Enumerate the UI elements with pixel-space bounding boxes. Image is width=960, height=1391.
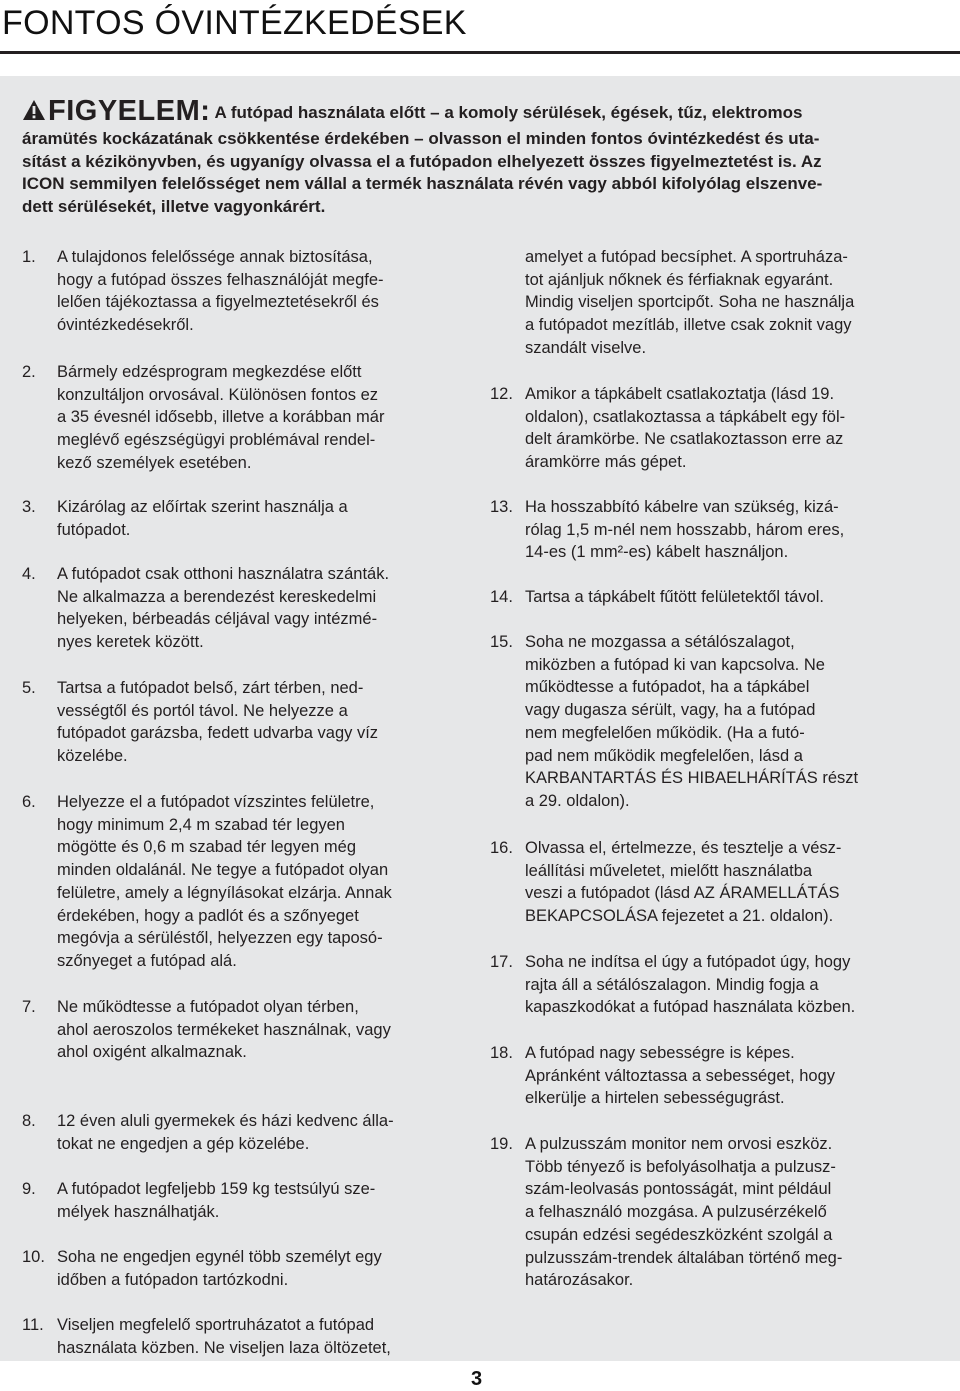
item-line: elkerülje a hirtelen sebességugrást.: [525, 1089, 785, 1108]
item-line: szőnyeget a futópad alá.: [57, 951, 237, 970]
item-number: 6.: [22, 793, 36, 811]
item-number: 14.: [490, 588, 513, 606]
item-text: [57, 791, 462, 973]
item-line: Helyezze el a futópadot vízszintes felületre,: [57, 793, 375, 811]
item-line: Több tényező is befolyásolhatja a pulzusz-: [525, 1157, 836, 1176]
page-title: FONTOS ÓVINTÉZKEDÉSEK: [2, 4, 467, 42]
item-number: 18.: [490, 1044, 513, 1062]
item-number: 1.: [22, 248, 36, 266]
item-line: mögötte és 0,6 m szabad tér legyen még: [57, 838, 356, 857]
item-text: [57, 246, 462, 337]
item-text: [57, 677, 462, 768]
item-number: 9.: [22, 1180, 36, 1198]
warning-line: ICON semmilyen felelősséget nem vállal a termék használata révén vagy abból kifolyólag elszenve-: [22, 174, 823, 193]
item-line: rólag 1,5 m-nél nem hosszabb, három eres,: [525, 520, 845, 539]
item-text: [525, 1042, 930, 1110]
item-number: 8.: [22, 1112, 36, 1130]
item-line: hogy minimum 2,4 m szabad tér legyen: [57, 815, 345, 834]
list-item: [22, 791, 462, 973]
item-line: minden oldalánál. Ne tegye a futópadot olyan: [57, 861, 389, 880]
item-number: 15.: [490, 633, 513, 651]
item-line: ahol aeroszolos termékeket használnak, vagy: [57, 1020, 391, 1039]
item-line: érdekében, hogy a padlót és a szőnyeget: [57, 906, 359, 925]
list-item: [490, 1133, 930, 1292]
item-text: [57, 563, 462, 654]
item-line: nem megfelelően működik. (Ha a futó-: [525, 723, 805, 742]
item-line: csupán edzési segédeszközként szolgál a: [525, 1225, 833, 1244]
list-item: [490, 246, 930, 360]
list-item: [22, 1110, 462, 1155]
list-item: [490, 951, 930, 1019]
list-item: [22, 1246, 462, 1291]
list-item: [22, 361, 462, 475]
item-line: Ha hosszabbító kábelre van szükség, kizá-: [525, 498, 839, 516]
list-item: [490, 1042, 930, 1110]
item-line: óvintézkedésekről.: [57, 316, 194, 335]
item-number: 16.: [490, 839, 513, 857]
item-line: megóvja a sérüléstől, helyezzen egy taposó-: [57, 929, 383, 948]
item-line: tot ajánljuk nőknek és férfiaknak egyaránt.: [525, 270, 834, 289]
list-item: [490, 837, 930, 928]
item-line: delt áramkörbe. Ne csatlakoztasson erre az: [525, 430, 844, 449]
item-number: 4.: [22, 565, 36, 583]
item-line: Kizárólag az előírtak szerint használja a: [57, 498, 348, 516]
item-line: amelyet a futópad becsíphet. A sportruháza-: [525, 248, 848, 266]
item-line: A pulzusszám monitor nem orvosi eszköz.: [525, 1135, 833, 1153]
item-line: szandált viselve.: [525, 338, 647, 357]
item-line: pad nem működik megfelelően, lásd a: [525, 746, 803, 765]
item-line: ahol oxigént alkalmaznak.: [57, 1043, 247, 1062]
item-line: KARBANTARTÁS ÉS HIBAELHÁRÍTÁS részt: [525, 769, 859, 788]
item-number: 17.: [490, 953, 513, 971]
item-text: [57, 361, 462, 475]
item-line: mélyek használhatják.: [57, 1202, 220, 1221]
item-line: futópadot garázsba, fedett udvarba vagy víz: [57, 724, 379, 743]
item-line: A futópad nagy sebességre is képes.: [525, 1044, 795, 1062]
list-item: [22, 1178, 462, 1223]
item-line: konzultáljon orvosával. Különösen fontos ez: [57, 385, 379, 404]
item-number: 12.: [490, 385, 513, 403]
item-text: [57, 1314, 462, 1359]
item-line: 14-es (1 mm²-es) kábelt használjon.: [525, 543, 789, 562]
item-line: határozásakor.: [525, 1271, 634, 1290]
item-text: [57, 1246, 462, 1291]
item-text: [525, 246, 930, 360]
item-line: időben a futópadon tartózkodni.: [57, 1270, 289, 1289]
item-line: használata közben. Ne viseljen laza öltözetet,: [57, 1338, 391, 1357]
item-line: Ne alkalmazza a berendezést kereskedelmi: [57, 587, 377, 606]
list-item: [22, 496, 462, 541]
item-line: tokat ne engedjen a gép közelébe.: [57, 1134, 310, 1153]
item-line: rajta áll a sétálószalagon. Mindig fogja a: [525, 975, 819, 994]
item-line: A futópadot csak otthoni használatra szánták.: [57, 565, 390, 583]
item-line: közelébe.: [57, 747, 128, 766]
item-line: Amikor a tápkábelt csatlakoztatja (lásd 19.: [525, 385, 835, 403]
list-item: [22, 563, 462, 654]
item-line: miközben a futópad ki van kapcsolva. Ne: [525, 655, 825, 674]
item-text: [525, 951, 930, 1019]
warning-paragraph: [22, 96, 940, 218]
item-text: [57, 1178, 462, 1223]
warning-line: sítást a kézikönyvben, és ugyanígy olvassa el a futópadon elhelyezett összes figyelmeztetést is. Az: [22, 151, 822, 171]
item-number: 11.: [22, 1316, 44, 1334]
item-line: Viseljen megfelelő sportruházatot a futópad: [57, 1316, 375, 1334]
item-line: Apránként változtassa a sebességet, hogy: [525, 1066, 836, 1085]
item-number: 10.: [22, 1248, 45, 1266]
item-text: [525, 383, 930, 474]
item-number: 2.: [22, 363, 36, 381]
item-line: leállítási műveletet, mielőtt használatba: [525, 861, 813, 880]
item-text: [525, 837, 930, 928]
warning-triangle-icon: [22, 99, 46, 121]
item-line: Soha ne engedjen egynél több személyt egy: [57, 1248, 382, 1266]
item-line: szám-leolvasás pontosságát, mint például: [525, 1180, 832, 1199]
list-item: [490, 631, 930, 813]
item-text: [525, 1133, 930, 1292]
item-line: a felhasználó mozgása. A pulzusérzékelő: [525, 1203, 827, 1222]
warning-line: [22, 96, 940, 128]
item-line: 12 éven aluli gyermekek és házi kedvenc álla-: [57, 1112, 394, 1130]
warning-line: áramütés kockázatának csökkentése érdekében – olvasson el minden fontos óvintézkedést és uta-: [22, 129, 820, 148]
item-line: oldalon), csatlakoztassa a tápkábelt egy föl-: [525, 407, 846, 426]
item-text: [57, 996, 462, 1064]
item-line: működtesse a futópadot, ha a tápkábel: [525, 678, 810, 697]
item-line: áramkörre más gépet.: [525, 453, 687, 472]
list-item: [490, 383, 930, 474]
item-text: [525, 586, 930, 609]
item-line: kező személyek esetében.: [57, 453, 252, 472]
warning-line: dett sérülésekét, illetve vagyonkárért.: [22, 196, 326, 216]
item-line: hogy a futópad összes felhasználóját megfe-: [57, 270, 384, 289]
item-number: 19.: [490, 1135, 513, 1153]
list-item: [22, 996, 462, 1064]
item-line: meglévő egészségügyi problémával rendel-: [57, 431, 376, 450]
item-number: 3.: [22, 498, 36, 516]
item-line: nyes keretek között.: [57, 633, 204, 652]
item-line: vagy dugasza sérült, vagy, ha a futópad: [525, 701, 816, 720]
list-item: [22, 1314, 462, 1359]
item-text: [57, 496, 462, 541]
item-line: Tartsa a futópadot belső, zárt térben, ned-: [57, 679, 364, 697]
item-line: felületre, amely a légnyílásokat elzárja. Annak: [57, 883, 392, 902]
list-item: [22, 677, 462, 768]
warning-heading: FIGYELEM:: [48, 95, 211, 127]
item-line: kapaszkodókat a futópad használata közben.: [525, 998, 856, 1017]
item-line: Soha ne mozgassa a sétálószalagot,: [525, 633, 795, 651]
item-line: BEKAPCSOLÁSA fejezetet a 21. oldalon).: [525, 907, 834, 926]
item-line: a futópadot mezítláb, illetve csak zoknit vagy: [525, 316, 852, 335]
title-rule: [0, 51, 960, 54]
item-line: veszi a futópadot (lásd AZ ÁRAMELLÁTÁS: [525, 884, 840, 903]
list-item: [22, 246, 462, 337]
content-panel: [0, 76, 960, 1361]
item-line: Tartsa a tápkábelt fűtött felületektől távol.: [525, 588, 825, 606]
item-number: 13.: [490, 498, 513, 516]
item-line: A tulajdonos felelőssége annak biztosítása,: [57, 248, 373, 266]
item-line: vességtől és portól távol. Ne helyezze a: [57, 701, 348, 720]
item-line: Bármely edzésprogram megkezdése előtt: [57, 363, 362, 381]
item-line: lelően tájékoztassa a figyelmeztetésekről és: [57, 293, 379, 312]
item-line: a 29. oldalon).: [525, 791, 630, 810]
item-line: futópadot.: [57, 520, 131, 539]
item-line: Olvassa el, értelmezze, és tesztelje a vész-: [525, 839, 842, 857]
item-number: 5.: [22, 679, 36, 697]
item-line: a 35 évesnél idősebb, illetve a korábban már: [57, 408, 385, 427]
item-line: A futópadot legfeljebb 159 kg testsúlyú sze-: [57, 1180, 376, 1198]
item-line: helyeken, bérbeadás céljával vagy intézmé-: [57, 610, 378, 629]
list-item: [490, 496, 930, 564]
item-line: pulzusszám-trendek általában történő meg-: [525, 1248, 843, 1267]
item-line: Ne működtesse a futópadot olyan térben,: [57, 998, 359, 1016]
item-line: Mindig viseljen sportcipőt. Soha ne használja: [525, 293, 855, 312]
page-number: 3: [471, 1368, 483, 1390]
item-line: Soha ne indítsa el úgy a futópadot úgy, hogy: [525, 953, 851, 971]
item-number: 7.: [22, 998, 36, 1016]
item-text: [525, 496, 930, 564]
list-item: [490, 586, 930, 609]
item-text: [57, 1110, 462, 1155]
warning-intro: A futópad használata előtt – a komoly sérülések, égések, tűz, elektromos: [210, 103, 803, 122]
item-text: [525, 631, 930, 813]
